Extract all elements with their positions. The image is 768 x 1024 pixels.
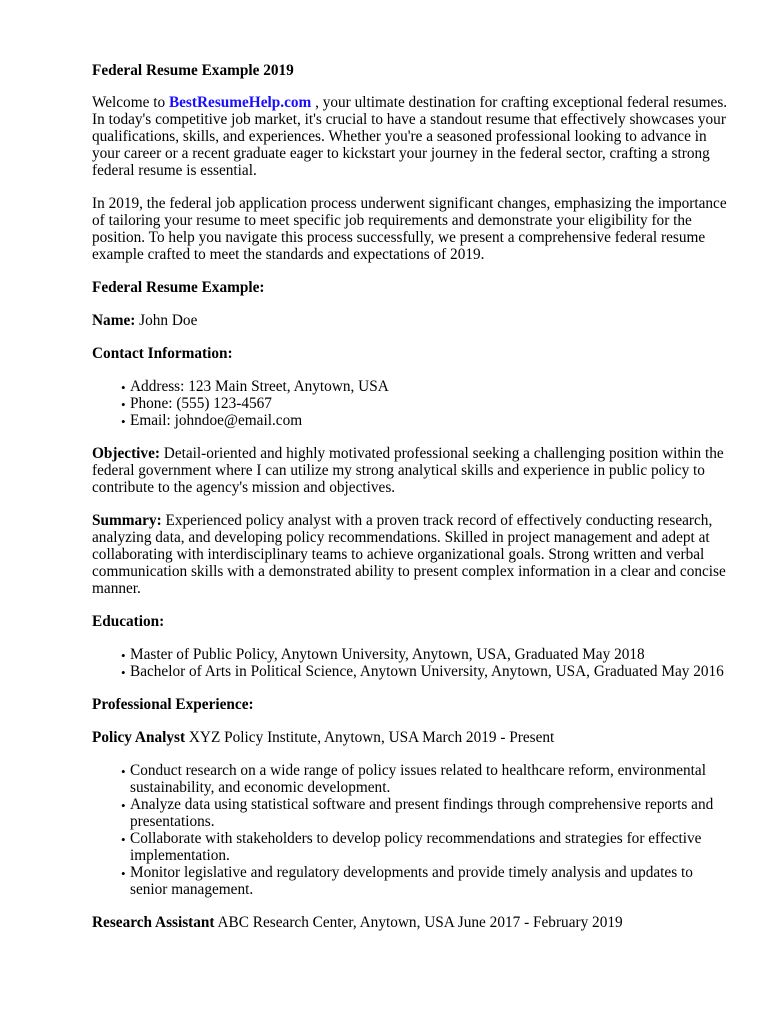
name-label: Name: bbox=[92, 312, 136, 329]
job1-details: XYZ Policy Institute, Anytown, USA March 2019 - Present bbox=[185, 729, 555, 746]
job1-duties-list bbox=[92, 762, 728, 898]
job2-details: ABC Research Center, Anytown, USA June 2017 - February 2019 bbox=[214, 914, 623, 931]
intro-suffix: , your ultimate destination for crafting exceptional federal resumes. In today's competitive job market, it's crucial to have a standout resume that effectively showcases your qualifications, skills, and experiences. Whether you're a seasoned professional looking to advance in your career or a recent graduate eager to kickstart your journey in the federal sector, crafting a strong federal resume is essential. bbox=[92, 94, 728, 179]
contact-list bbox=[92, 378, 728, 429]
job2-title: Research Assistant bbox=[92, 914, 215, 931]
name-line bbox=[92, 312, 728, 329]
experience-heading: Professional Experience: bbox=[92, 696, 254, 713]
page-title: Federal Resume Example 2019 bbox=[92, 62, 294, 79]
contact-address: • Address: 123 Main Street, Anytown, USA bbox=[130, 378, 728, 395]
job1-title: Policy Analyst bbox=[92, 729, 186, 746]
list-item: • Collaborate with stakeholders to develop policy recommendations and strategies for effective implementation. bbox=[130, 830, 728, 864]
intro-prefix: Welcome to bbox=[92, 94, 169, 111]
objective-text: Detail-oriented and highly motivated professional seeking a challenging position within the federal government where I can utilize my strong analytical skills and experience in public policy to contribute to the agency's mission and objectives. bbox=[92, 445, 724, 496]
education-list bbox=[92, 646, 728, 680]
example-heading: Federal Resume Example: bbox=[92, 279, 265, 296]
contact-heading: Contact Information: bbox=[92, 345, 233, 362]
summary-paragraph bbox=[92, 512, 728, 597]
name-value: John Doe bbox=[135, 312, 198, 329]
summary-text: Experienced policy analyst with a proven track record of effectively conducting research, analyzing data, and developing policy recommendations. Skilled in project management and adept at collaborating with interdisciplinary teams to achieve organizational goals. Strong written and verbal communication skills with a demonstrated ability to present complex information in a clear and concise manner. bbox=[92, 512, 726, 597]
list-item: • Analyze data using statistical software and present findings through comprehensive reports and presentations. bbox=[130, 796, 728, 830]
contact-phone: • Phone: (555) 123-4567 bbox=[130, 395, 728, 412]
objective-label: Objective: bbox=[92, 445, 160, 462]
list-item: • Bachelor of Arts in Political Science, Anytown University, Anytown, USA, Graduated May 2016 bbox=[130, 663, 728, 680]
process-paragraph: In 2019, the federal job application process underwent significant changes, emphasizing the importance of tailoring your resume to meet specific job requirements and demonstrate your eligibility for the position. To help you navigate this process successfully, we present a comprehensive federal resume example crafted to meet the standards and expectations of 2019. bbox=[92, 195, 727, 263]
list-item: • Master of Public Policy, Anytown University, Anytown, USA, Graduated May 2018 bbox=[130, 646, 728, 663]
job2-line bbox=[92, 914, 728, 931]
job1-line bbox=[92, 729, 728, 746]
list-item: • Monitor legislative and regulatory developments and provide timely analysis and updates to senior management. bbox=[130, 864, 728, 898]
contact-email: • Email: johndoe@email.com bbox=[130, 412, 728, 429]
objective-paragraph bbox=[92, 445, 728, 496]
bestresumehelp-link[interactable]: BestResumeHelp.com bbox=[168, 94, 312, 111]
intro-paragraph bbox=[92, 94, 728, 179]
summary-label: Summary: bbox=[92, 512, 162, 529]
education-heading: Education: bbox=[92, 613, 165, 630]
list-item: • Conduct research on a wide range of policy issues related to healthcare reform, environmental sustainability, and economic development. bbox=[130, 762, 728, 796]
